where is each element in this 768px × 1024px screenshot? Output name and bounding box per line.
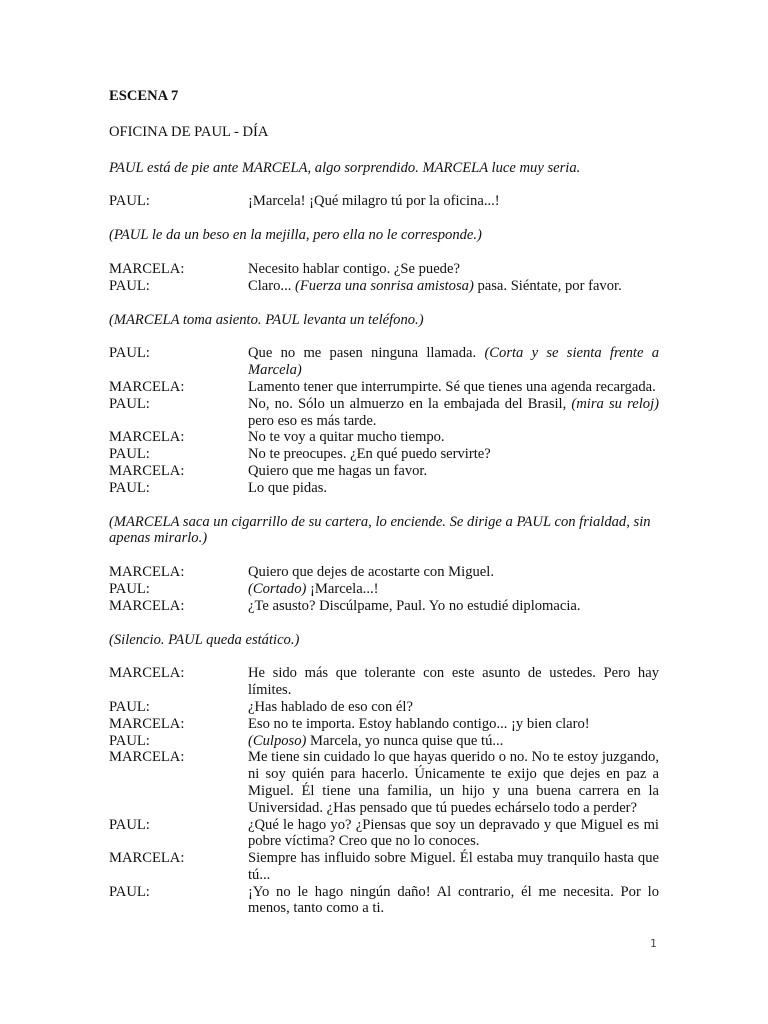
speaker-name: MARCELA: xyxy=(109,378,185,395)
speech-text: pasa. Siéntate, por favor. xyxy=(473,277,622,294)
scene-heading: ESCENA 7 xyxy=(109,88,179,104)
dialogue-text xyxy=(248,598,659,615)
dialogue-text xyxy=(248,564,659,581)
stage-direction: (MARCELA saca un cigarrillo de su cartera, lo enciende. Se dirige a PAUL con frialdad, sin apenas mirarlo.) xyxy=(109,513,651,547)
speaker-name: PAUL: xyxy=(109,395,150,412)
dialogue-line xyxy=(109,581,659,598)
speaker-name: PAUL: xyxy=(109,345,150,362)
speech-text: Lamento tener que interrumpirte. Sé que tienes una agenda recargada. xyxy=(248,378,656,395)
dialogue-text xyxy=(248,446,659,463)
speech-text: ¡Marcela! ¡Qué milagro tú por la oficina...! xyxy=(248,193,500,210)
speech-text: ¡Marcela...! xyxy=(306,580,379,597)
dialogue-text xyxy=(248,817,659,851)
speaker-name: MARCELA: xyxy=(109,715,185,732)
dialogue-line xyxy=(109,278,659,295)
speaker-name: MARCELA: xyxy=(109,665,185,682)
dialogue-text xyxy=(248,699,659,716)
speech-text: pero eso es más tarde. xyxy=(248,412,377,429)
dialogue-text xyxy=(248,716,659,733)
dialogue-text xyxy=(248,379,659,396)
dialogue-text xyxy=(248,429,659,446)
speaker-name: PAUL: xyxy=(109,816,150,833)
parenthetical: (Corta y se sienta frente a Marcela) xyxy=(248,345,659,379)
dialogue-line xyxy=(109,699,659,716)
dialogue-text xyxy=(248,581,659,598)
speaker-name: PAUL: xyxy=(109,698,150,715)
speech-text: He sido más que tolerante con este asunto de ustedes. Pero hay límites. xyxy=(248,665,659,699)
speech-text: ¿Te asusto? Discúlpame, Paul. Yo no estudié diplomacia. xyxy=(248,597,581,614)
dialogue-line xyxy=(109,429,659,446)
speaker-name: MARCELA: xyxy=(109,850,185,867)
dialogue-text xyxy=(248,665,659,699)
dialogue-text xyxy=(248,733,659,750)
dialogue-group xyxy=(109,193,659,210)
dialogue-text xyxy=(248,850,659,884)
speech-text: No te preocupes. ¿En qué puedo servirte? xyxy=(248,446,491,463)
speaker-name: PAUL: xyxy=(109,883,150,900)
dialogue-line xyxy=(109,261,659,278)
dialogue-text xyxy=(248,480,659,497)
dialogue-line xyxy=(109,564,659,581)
speaker-name: PAUL: xyxy=(109,277,150,294)
dialogue-line xyxy=(109,665,659,699)
dialogue-line xyxy=(109,817,659,851)
dialogue-group xyxy=(109,345,659,496)
speech-text: Siempre has influido sobre Miguel. Él estaba muy tranquilo hasta que tú... xyxy=(248,850,659,883)
parenthetical: (mira su reloj) xyxy=(571,395,659,412)
speaker-name: MARCELA: xyxy=(109,462,185,479)
dialogue-text xyxy=(248,345,659,379)
speaker-name: PAUL: xyxy=(109,193,150,210)
dialogue-group xyxy=(109,261,659,295)
script-blocks xyxy=(109,160,659,918)
speech-text: ¿Has hablado de eso con él? xyxy=(248,698,413,715)
dialogue-line xyxy=(109,463,659,480)
dialogue-text xyxy=(248,884,659,918)
speaker-name: MARCELA: xyxy=(109,597,185,614)
parenthetical: (Cortado) xyxy=(248,580,307,597)
speech-text: Quiero que me hagas un favor. xyxy=(248,462,428,479)
stage-direction: (MARCELA toma asiento. PAUL levanta un teléfono.) xyxy=(109,311,424,328)
speech-text: Marcela, yo nunca quise que tú... xyxy=(306,732,504,749)
parenthetical: (Fuerza una sonrisa amistosa) xyxy=(295,277,474,294)
speaker-name: MARCELA: xyxy=(109,564,185,581)
dialogue-line xyxy=(109,379,659,396)
speech-text: Eso no te importa. Estoy hablando contigo... ¡y bien claro! xyxy=(248,715,590,732)
dialogue-line xyxy=(109,446,659,463)
dialogue-text xyxy=(248,396,659,430)
stage-direction: PAUL está de pie ante MARCELA, algo sorprendido. MARCELA luce muy seria. xyxy=(109,159,581,176)
dialogue-group xyxy=(109,564,659,614)
speech-text: ¿Qué le hago yo? ¿Piensas que soy un depravado y que Miguel es mi pobre víctima? Creo que no lo conoces. xyxy=(248,816,659,850)
speech-text: No te voy a quitar mucho tiempo. xyxy=(248,429,445,446)
dialogue-text xyxy=(248,193,659,210)
page-number: 1 xyxy=(650,937,657,950)
speaker-name: PAUL: xyxy=(109,479,150,496)
dialogue-line xyxy=(109,733,659,750)
scene-location: OFICINA DE PAUL - DÍA xyxy=(109,123,269,140)
dialogue-text xyxy=(248,261,659,278)
dialogue-text xyxy=(248,278,659,295)
speaker-name: PAUL: xyxy=(109,732,150,749)
stage-direction: (PAUL le da un beso en la mejilla, pero ella no le corresponde.) xyxy=(109,227,482,244)
dialogue-line xyxy=(109,749,659,816)
dialogue-text xyxy=(248,749,659,816)
speech-text: ¡Yo no le hago ningún daño! Al contrario, él me necesita. Por lo menos, tanto como a ti. xyxy=(248,883,659,917)
speech-text: Claro... xyxy=(248,277,296,294)
dialogue-line xyxy=(109,193,659,210)
speech-text: Necesito hablar contigo. ¿Se puede? xyxy=(248,260,460,277)
speaker-name: PAUL: xyxy=(109,446,150,463)
dialogue-line xyxy=(109,480,659,497)
speaker-name: MARCELA: xyxy=(109,749,185,766)
dialogue-line xyxy=(109,850,659,884)
speaker-name: MARCELA: xyxy=(109,260,185,277)
dialogue-line xyxy=(109,884,659,918)
dialogue-group xyxy=(109,665,659,917)
speech-text: No, no. Sólo un almuerzo en la embajada del Brasil, xyxy=(248,395,572,412)
speaker-name: PAUL: xyxy=(109,580,150,597)
dialogue-line xyxy=(109,396,659,430)
speech-text: Lo que pidas. xyxy=(248,479,328,496)
stage-direction: (Silencio. PAUL queda estático.) xyxy=(109,631,300,648)
speech-text: Que no me pasen ninguna llamada. xyxy=(248,345,485,362)
speech-text: Quiero que dejes de acostarte con Miguel. xyxy=(248,564,494,581)
dialogue-line xyxy=(109,345,659,379)
speech-text: Me tiene sin cuidado lo que hayas querido o no. No te estoy juzgando, ni soy quién para hacerlo. Únicamente te exijo que dejes en paz a Miguel. Él tiene una familia, un hijo y una buena carrera en la Universidad. ¿Has pensado que tú puedes echárselo todo a perder? xyxy=(248,749,659,816)
dialogue-line xyxy=(109,716,659,733)
script-body xyxy=(109,88,659,934)
dialogue-text xyxy=(248,463,659,480)
dialogue-line xyxy=(109,598,659,615)
speaker-name: MARCELA: xyxy=(109,429,185,446)
parenthetical: (Culposo) xyxy=(248,732,307,749)
